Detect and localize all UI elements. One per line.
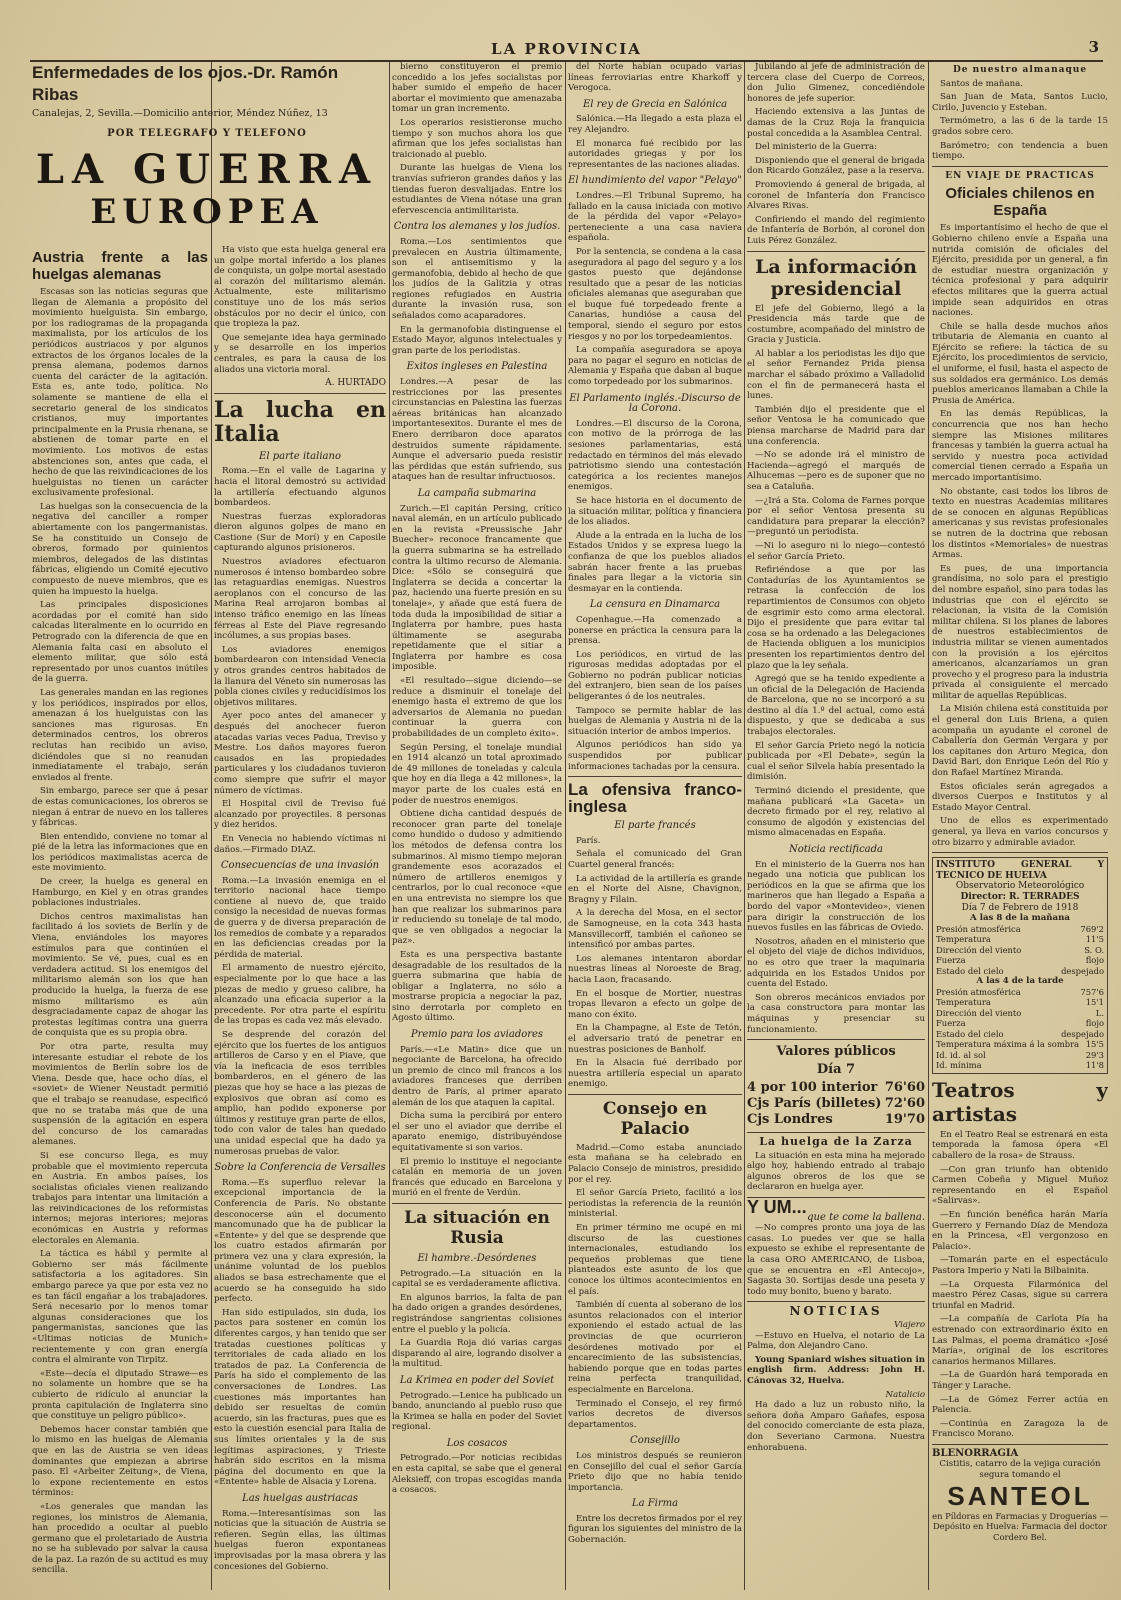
exitos-subheading: Exitos ingleses en Palestina [406, 361, 548, 373]
telegrafo-heading: POR TELEGRAFO Y TELEFONO [107, 128, 307, 139]
divider [747, 1132, 925, 1133]
paragraph: Bien entendido, conviene no tomar al pié de la letra las informaciones que en los periódicos maximalistas acerca de este movimiento. [32, 831, 208, 874]
natalicio-text: Ha dado a luz un robusto niño, la señora doña Amparo Gañafes, esposa del conocido comerciante de esta plaza, don Severiano Carmona. Nuestra enhorabuena. [747, 1400, 925, 1453]
instituto-title: INSTITUTO GENERAL Y TECNICO DE HUELVA [936, 860, 1104, 881]
paragraph: —¿Irá a Sta. Coloma de Farnes porque por el señor Ventosa presenta su candidatura para preparar la elección?—preguntó un periodista. [747, 495, 925, 538]
table-row [936, 997, 1104, 1008]
paragraph: En Venecia no habiendo víctimas ni daños.—Firmado DIAZ. [214, 833, 386, 855]
hambre-article [392, 1269, 562, 1370]
row-value: 19'70 [884, 1112, 925, 1128]
submarina-subheading: La campaña submarina [417, 487, 537, 499]
paragraph: No obstante, casi todos los libros de texto en nuestras Academias militares de se conocen en algunas Repúblicas americanas y sus revistas profesionales se nutren de la doctrina que rebosan los distintos «Memoriales» de nuestras Armas. [932, 486, 1108, 561]
instituto-subtitle: Observatorio Meteorológico [955, 881, 1085, 892]
paragraph: —La de Guardón hará temporada en Tánger y Larache. [932, 1370, 1108, 1391]
paragraph: El Hospital civil de Treviso fué alcanzado por proyectiles. 8 personas y diez heridos. [214, 799, 386, 831]
premio-subheading: Premio para los aviadores [410, 1029, 544, 1041]
firma-article [568, 1514, 742, 1546]
paragraph: Han sido estipulados, sin duda, los pactos para sostener en común los diferentes cargos, y han tenido que ser tratadas cuestiones políticas y territoriales de cada aliado en los tratados de paz. La Conferencia de París ha sido el complemento de las conversaciones de Londres. Las cuestiones más importantes han debido ser resueltas de común acuerdo, sin las fracturas, pues que es esto la cuestión esencial para Italia de sus límites orientales y la de sus legítimas aspiraciones, y Trieste habrán sido escritos en la misma página del documento en que la «Entente» hable de Alsacia y Lorena. [214, 1307, 386, 1488]
paragraph: Los aviadores enemigos bombardearon con intensidad Venecia y otros grandes centros habitados de la llanura del Véneto sin numerosas las pobla ciones civiles y reducidísimos los objetivos militares. [214, 644, 386, 708]
row-value: 15'1 [1085, 997, 1104, 1008]
divider [932, 852, 1108, 853]
paragraph: Agregó que se ha tenido expediente a un oficial de la Delegación de Hacienda de Barcelona, que no se incorporó a su destino al día 1.º del actual, como está dispuesto, y que se dedicaba a sus trabajos electorales. [747, 674, 925, 738]
paragraph: Sin embargo, parece ser que á pesar de estas comunicaciones, los obreros se niegan á entrar de nuevo en los talleres y fábricas. [32, 786, 208, 829]
newspaper-title: LA PROVINCIA [491, 40, 642, 58]
column-3 [392, 62, 562, 1590]
paragraph: Son obreros mecánicos enviados por la casa constructora para montar las máquinas y presenciar su funcionamiento. [747, 992, 925, 1035]
santeol-brand: SANTEOL [947, 1480, 1093, 1511]
paragraph: Ha visto que esta huelga general era un golpe mortal inferido a los planes de conquista, un golpe mortal asestado al corazón del militarismo alemán. Actualmente, este militarismo constituye uno de los más serios obstáculos por no decir el único, con que tropieza la paz. [214, 245, 386, 330]
paragraph: San Juan de Mata, Santos Lucio, Cirilo, Juvencio y Esteban. [932, 92, 1108, 113]
paragraph: Petrogrado.—La situación en la capital se es verdaderamente aflictiva. [392, 1268, 562, 1290]
paragraph: En las demás Repúblicas, la concurrencia que nos han hecho siempre las Misiones militares francesas y también la guerra actual ha servido y nuestra poca actividad comercial tienen cerrado a España un mercado importantísimo. [932, 409, 1108, 483]
row-label: Id. id. al sol [936, 1049, 986, 1060]
paragraph: La Misión chilena está constituida por el general don Luis Briena, a quien acompaña un ayudante el coronel de Caballería don Germán Vergara y por los capitanes don Arturo Megica, don David Bari, don Enrique León del Río y don Rafael Martínez Miranda. [932, 704, 1108, 779]
pelayo-subheading: El hundimiento del vapor "Pelayo" [568, 175, 742, 187]
column-5 [747, 62, 925, 1590]
paragraph: Promoviendo á general de brigada, al coronel de Infantería don Francisco Alvares Rivas. [747, 179, 925, 212]
row-label: Temperatura [936, 997, 991, 1008]
almanaque-heading: De nuestro almanaque [952, 65, 1088, 75]
paragraph: Esta es una perspectiva bastante desagradable de los resultados de la guerra submarina que había de obligar a Inglaterra, no sólo a mostrarse propicia a negociar la paz, sino derrotarla por completo en Agosto último. [392, 949, 562, 1024]
paragraph: París.—«Le Matin» dice que un negociante de Barcelona, ha ofrecido un premio de cinco mil francos a los aviadores franceses que derriben dentro de París, al primer aparato alemán de los que ataquen la capital. [392, 1044, 562, 1108]
article-continuation [214, 245, 386, 375]
paragraph: Copenhague.—Ha comenzado a ponerse en práctica la censura para la prensa. [568, 614, 742, 647]
paragraph: del Norte habían ocupado varias líneas ferroviarias entre Kharkoff y Verogoca. [568, 62, 742, 94]
chilenos-article [932, 223, 1108, 848]
yum-text: —No compres pronto una joya de las casas. Lo puedes ver que se halla expuesto se exhibe el representante de la casa ORO AMERICANO, de Lisboa, que se encuentra en «El Antecojo», Sagasta 30. Sortijas desde una peseta y todo muy bonito, bueno y barato. [747, 1223, 925, 1297]
paragraph: Obtiene dicha cantidad después de reconocer gran parte del tonelaje como hundido o dudoso y admitiendo los métodos de defensa contra los submarinos. Al mismo tiempo mejoran grandemente esos acorazados el número de artilleros enemigos y centrarlos, por lo cual reconoce «que en una entrevista no siempre los que han que realizar los submarinos para ir reduciendo su tonelaje de tal modo, que se ven obligados a negociar la paz». [392, 809, 562, 947]
noticias-heading: NOTICIAS [789, 1304, 883, 1319]
cosacos-subheading: Los cosacos [446, 1437, 508, 1449]
table-row [936, 1029, 1104, 1040]
versalles-subheading: Sobre la Conferencia de Versalles [214, 1162, 386, 1174]
row-value: despejado [1061, 965, 1104, 976]
parlamento-subheading: El Parlamento inglés.-Discurso de la Corona. [569, 392, 741, 415]
row-label: Dirección del viento [936, 944, 1022, 955]
valores-table [747, 1080, 925, 1128]
table-row [936, 924, 1104, 935]
divider [932, 1444, 1108, 1445]
banner-line-1: LA GUERRA [35, 146, 379, 193]
italia-subheading: El parte italiano [259, 450, 341, 462]
column-rule [211, 62, 212, 1590]
austria-heading: Austria frente a las huelgas alemanas [32, 249, 208, 283]
divider [392, 1203, 562, 1204]
paragraph: En primer término me ocupé en mi discurso de las cuestiones internacionales, estudiando los pequeños problemas que tiene planteados este asunto de los que conoce los últimos acontecimientos en el país. [568, 1223, 742, 1297]
judios-subheading: Contra los alemanes y los judíos. [393, 221, 561, 233]
paragraph: «El resultado—sigue diciendo—se reduce a disminuir el tonelaje del enemigo hasta el extremo de que los adversarios de Alemania no puedan continuar la guerra con probabilidades de un completo éxito». [392, 676, 562, 740]
row-label: Presión atmosférica [936, 923, 1021, 934]
paragraph: Nuestros aviadores efectuaron numerosos é intenso bombardeo sobre las retaguardias enemigas. Nuestros aeroplanos con el concurso de las Marina Real arrojaron bombas al intenso tráfico enemigo en las líneas férreas al Este del Piave regresando incólumes, a sus propias bases. [214, 557, 386, 642]
valores-day: Día 7 [816, 1062, 856, 1078]
paragraph: Terminado el Consejo, el rey firmó varios decretos de diversos departamentos. [568, 1398, 742, 1430]
column-rule [928, 62, 929, 1590]
austria-article [32, 287, 208, 1576]
paragraph: —No se adonde irá el ministro de Hacienda—agregó el marqués de Alhucemas —pero es de suponer que no sea a Cataluña. [747, 450, 925, 492]
divider [932, 166, 1108, 167]
paragraph: Roma.—La invasión enemiga en el territorio nacional hace tiempo contiene al nuevo de, que traido consigo la necesidad de nuevas formas de guerra y de diversa preparación de los remedios de combate y a reparados en las deficiencias creadas por la pérdida de material. [214, 875, 386, 960]
paragraph: Zurich.—El capitán Persing, crítico naval alemán, en un artículo publicado en la revista «Preussische Jahr Buecher» reconoce francamente que la guerra submarina se ha estrellado contra la ultimo recurso de Alemania. Dice: «Sólo se conseguirá que Inglaterra se decida a concertar la paz, haciendo una fuerte presión en su tonelaje», y añade que está fuera de toda duda la imposibilidad de sitiar a Inglaterra por hambre, pues hasta últimamente se aseguraba repetidamente que el sitiar a Inglaterra por hambre es cosa imposible. [392, 503, 562, 673]
morning-heading: A las 8 de la mañana [970, 913, 1070, 924]
paragraph: Los alemanes intentaron abordar nuestras líneas al Noroeste de Brag, hacia Laon, fracasando. [568, 953, 742, 985]
paragraph: Es importantísimo el hecho de que el Gobierno chileno envíe a España una nutrida comisión de oficiales del Ejército, presidida por un general, a fin de estudiar nuestra organización y técnica profesional y para adquirir efectos militares que la guerra actual impide sean adquiridos en otras naciones. [932, 223, 1108, 319]
rusia-heading: La situación en Rusia [404, 1207, 550, 1248]
paragraph: Terminó diciendo el presidente, que mañana publicará «La Gaceta» un decreto firmado por el rey, relativo al consumo de algodón y existencias del mismo almacenadas en España. [747, 786, 925, 839]
row-value: 757'6 [1080, 986, 1104, 997]
consejo-article [568, 1143, 742, 1430]
yum-ad [747, 1197, 925, 1297]
row-label: 4 por 100 interior [747, 1080, 878, 1096]
paragraph: Roma.—Interesantísimas son las noticias que la situación de Austria se refieren. Según ellas, las últimas huelgas fueron expontaneas improvisadas por la masa obrera y las concesiones del Gobierno. [214, 1508, 386, 1572]
paragraph: —En función benéfica harán María Guerrero y Fernando Díaz de Mendoza en la Princesa, «El vergonzoso en Palacio». [932, 1210, 1108, 1252]
hambre-subheading: El hambre.-Desórdenes [417, 1252, 537, 1264]
paragraph: Nosotros, añaden en el ministerio que el objeto del viaje de dichos individuos, no es otro que traer la maquinaria adquirida en los Estados Unidos por cuenta del Estado. [747, 936, 925, 990]
paragraph: Santos de mañana. [940, 78, 1023, 89]
table-row [936, 987, 1104, 998]
paragraph: De creer, la huelga es general en Hamburgo, en Kiel y en otras grandes poblaciones industriales. [32, 877, 208, 909]
viajero-subheading: Viajero [894, 1320, 925, 1330]
paragraph: Petrogrado.—Lenice ha publicado un bando, anunciando al pueblo ruso que la Krimea se halla en poder del Soviet regional. [392, 1390, 562, 1433]
paragraph: Es pues, de una importancia grandísima, no solo para el prestigio del nombre español, sino para todas las industrias que con el ejército se relacionan, la visita de la Comisión militar chilena. Si los planes de labores de nuestros establecimientos de industria militar se vienen aumentados con la provisión a los ejércitos americanos, alcanzaríamos un gran provecho y el progreso para la industria privada al consiguiente el mercado militar de aquellas Repúblicas. [932, 563, 1108, 701]
column-rule [389, 62, 390, 1590]
crimea-subheading: La Krimea en poder del Soviet [399, 1374, 555, 1386]
consejillo-article [568, 1451, 742, 1493]
instituto-date: Día 7 de Febrero de 1918 [961, 902, 1079, 913]
row-label: Presión atmosférica [936, 986, 1021, 997]
article-continuation [392, 62, 562, 216]
masthead [30, 38, 1103, 62]
premio-article [392, 1045, 562, 1199]
exitos-article [392, 377, 562, 483]
zarza-article [747, 1151, 925, 1193]
paragraph: Haciendo extensiva a las Juntas de damas de la Cruz Roja la franquicia postal concedida a la Asamblea Central. [747, 107, 925, 139]
paragraph: La Guardia Roja dió varias cargas disparando al aire, logrando disolver a la multitud. [392, 1338, 562, 1370]
banner-line-2: EUROPEA [90, 192, 324, 232]
paragraph: También dí cuenta al soberano de los asuntos relacionados con el interior exponiendo el estado actual de las provincias de que ocurrieron desórdenes motivado por el encarecimiento de las subsistencias, habiendo porque que en todas partes reina perfecta tranquilidad, especialmente en Barcelona. [568, 1300, 742, 1395]
paragraph: Termómetro, a las 6 de la tarde 15 grados sobre cero. [932, 116, 1108, 137]
paragraph: El armamento de nuestro ejército, especialmente por lo que hace a las piezas de medio y grueso calibre, ha alcanzado una eficacia superior a la precedente. Por otra parte el espíritu de las tropas es cada vez más elevado. [214, 963, 386, 1027]
paragraph: —La de Gómez Ferrer actúa en Palencia. [932, 1394, 1108, 1416]
natalicio-subheading: Natalicio [885, 1389, 925, 1400]
parlamento-article [568, 419, 742, 595]
blenorragia-text: BLENORRAGIA [932, 1447, 1019, 1459]
paragraph: Los periódicos, en virtud de las rigurosas medidas adoptadas por el Gobierno no podrán publicar noticias del extranjero, bien sean de los países beligerantes ó de los neutrales. [568, 649, 742, 703]
paragraph: Por otra parte, resulta muy interesante estudiar el rebote de los movimientos de Berlín sobre los de Viena. Desde que, hace ocho días, el «soviet» de Wiener Neustadt permitió que el trabajo se reanudase, especificó que no se trataba más que de una suspensión de la agitación en espera del concurso de los camaradas alemanes. [32, 1041, 208, 1148]
row-value: 29'3 [1085, 1049, 1104, 1060]
grecia-article [568, 114, 742, 170]
row-label: Fuerza [936, 1018, 966, 1029]
column-4 [568, 62, 742, 1590]
paragraph: Durante las huelgas de Viena los tranvías sufrieron grandes daños y las tiendas fueron desvalijadas. Entre los estudiantes de Viena nótase una gran efervescencia antimilitarista. [392, 163, 562, 216]
grecia-subheading: El rey de Grecia en Salónica [582, 98, 728, 110]
table-row [936, 1018, 1104, 1029]
firma-subheading: La Firma [631, 1498, 679, 1510]
consejo-heading: Consejo en Palacio [602, 1098, 708, 1139]
war-banner [32, 148, 382, 238]
signature: A. HURTADO [325, 378, 386, 389]
versalles-article [214, 1178, 386, 1488]
table-row [747, 1112, 925, 1128]
row-value: L. [1095, 1007, 1104, 1018]
row-label: Cjs Londres [747, 1112, 833, 1128]
almanaque-list [932, 79, 1108, 162]
row-label: Fuerza [936, 955, 966, 966]
paragraph: Londres.—El Tribunal Supremo, ha fallado en la causa iniciada con motivo de la pérdida del vapor «Pelayo» perteneciente a una casa naviera española. [568, 190, 742, 244]
table-row [936, 934, 1104, 945]
frances-subheading: El parte francés [614, 820, 696, 832]
paragraph: Las generales mandan en las regiones y los periódicos, inspirados por ellos, amenazan á los huelguistas con las sanciones mas rigurosas. En determinados centros, los obreros reclutas han recibido un aviso, diciéndoles que si no reanudan inmediatamente el trabajo, serán enviados al frente. [32, 687, 208, 783]
paragraph: En el bosque de Mortier, nuestras tropas llevaron a efecto un golpe de mano con éxito. [568, 988, 742, 1020]
paragraph: Se desprende del corazón del ejército que los fuertes de los antiguos artilleros de Carso y en el Piave, que vía la ineficacia de esos terribles bombarderos, en el género de las piezas que hoy se hace a las piezas de explosivos que obran así como es amplio, han podido exponerse por últimos y restituye gran parte de ellos, todo con valor de tales han quedado una unidad especial que ha dado ya numerosas pruebas de valor. [214, 1030, 386, 1157]
paragraph: En algunos barrios, la falta de pan ha dado origen a grandes desórdenes, registrándose sangrientas colisiones entre el pueblo y la policía. [392, 1292, 562, 1335]
teatros-heading: Teatros y artistas [932, 1077, 1108, 1126]
row-label: Id. mínima [936, 1060, 982, 1071]
column-6 [932, 62, 1108, 1590]
row-value: despejado [1061, 1028, 1104, 1039]
paragraph: A la derecha del Mosa, en el sector de Samogneuse, en la cota 343 hasta Mansvillecorff, también el cañoneo se intensificó por ambas partes. [568, 908, 742, 951]
table-row [747, 1096, 925, 1112]
paragraph: El premio lo instituye el negociante catalán en memoria de un joven francés que educado en Barcelona y murió en el frente de Verdún. [392, 1156, 562, 1199]
yum-title: Y UM... [747, 1197, 807, 1218]
consecuencias-subheading: Consecuencias de una invasión [220, 860, 380, 872]
chilenos-heading: Oficiales chilenos en España [945, 185, 1095, 220]
paragraph: bierno constituyeron el premio concedido a los jefes socialistas por haber sumido el empeño de hacer abortar el movimiento que amenazaba tomar un gran incremento. [392, 62, 562, 115]
row-value: 11'8 [1085, 1060, 1104, 1071]
table-row [747, 1080, 925, 1096]
row-value: 15'5 [1085, 1039, 1104, 1050]
paragraph: En la germanofobia distinguense el Estado Mayor, algunos intelectuales y gran parte de los periodistas. [392, 324, 562, 356]
divider [568, 776, 742, 777]
paragraph: Las principales disposiciones acordadas por el comité han sido calcadas literalmente en lo ocurrido en Petrogrado con la diferencia de que en Alemania falta casi en absoluto el elemento militar, que sólo está representado por unos cuantos inútiles de la guerra. [32, 600, 208, 685]
paragraph: París. [576, 835, 601, 846]
censura-article [568, 615, 742, 772]
article-continuation [747, 62, 925, 247]
paragraph: En la Champagne, al Este de Tetón, el adversario trató de penetrar en nuestras posiciones de Banholf. [568, 1023, 742, 1055]
table-row [936, 945, 1104, 956]
paragraph: Los ministros después se reunieron en Consejillo del cual el señor García Prieto dijo que no había tenido importancia. [568, 1450, 742, 1493]
table-row [936, 955, 1104, 966]
row-value: S. O. [1084, 944, 1104, 955]
row-label: Dirección del viento [936, 1007, 1022, 1018]
row-value: flojo [1085, 955, 1104, 966]
table-row [936, 1050, 1104, 1061]
paragraph: Según Persing, el tonelaje mundial en 1914 alcanzó un total aproximado de 49 millones de toneladas y calcula que hoy en día llega a 42 millones», la mayor parte de los cuales está en poder de nuestros enemigos. [392, 742, 562, 806]
rectificada-subheading: Noticia rectificada [788, 844, 884, 855]
row-value: 72'60 [884, 1096, 925, 1112]
paragraph: El monarca fué recibido por las autoridades griegas y por los representantes de las naciones aliadas. [568, 138, 742, 170]
paragraph: Entre los decretos firmados por el rey figuran los siguientes del ministro de la Gobernación. [568, 1513, 742, 1546]
presidencial-article [747, 304, 925, 840]
ofensiva-heading: La ofensiva franco-inglesa [568, 780, 742, 817]
italia-article [214, 466, 386, 855]
divider [214, 393, 386, 394]
column-rule [565, 62, 566, 1590]
paragraph: —Con gran triunfo han obtenido Carmen Cobeña y Miguel Muñoz representando en el Español «Salirvas». [932, 1164, 1108, 1207]
row-label: Estado del cielo [936, 965, 1004, 976]
paragraph: Chile se halla desde muchos años tributaria de Alemania en cuanto al Ejército se refiere: la táctica de su Ejército, los procedimientos de servicio, el uniforme, el fusil, hasta el aspecto de sus soldados era germánico. Los demás pueblos americanos llamaban a Chile la Prusia de América. [932, 321, 1108, 406]
pelayo-article [568, 191, 742, 388]
submarina-article [392, 504, 562, 1025]
paragraph: Por la sentencia, se condena a la casa aseguradora al pago del seguro y a los gastos puesto que dejándonse resultado que a pesar de las noticias oficiales alemanas que aseguraban que el buque fué torpedeado frente a Canarias, hundióse a causa del temporal, siendo el seguro por estos riesgos y no por los torpedeamientos. [568, 246, 742, 342]
crimea-article [392, 1391, 562, 1433]
paragraph: Las huelgas son la consecuencia de la negativa del canciller a romper abiertamente con los pangermanistas. Se ha constituido un Consejo de obreros, formado por quinientos miembros, delegados de las distintas fábricas, eligiendo un Comité ejecutivo compuesto de nueve miembros, que es quien ha impuesto la huelga. [32, 501, 208, 597]
paragraph: Dichos centros maximalistas han facilitado á los soviets de Berlín y de Viena, enviándoles los mayores estímulos para que continúen el movimiento. Se vé, pues, cual es en verdadera actitud. Si los enemigos del militarismo alemán son los que han producido la huelga, la fuerza de ese mismo militarismo es aún desgraciadamente capaz de ahogar las protestas legítimas contra una guerra de conquista que es su propia obra. [32, 911, 208, 1039]
paragraph: «Este—decía el diputado Strawe—es no solamente un hombre que se ha cubierto de ridículo al anunciar la pronta capitulación de Inglaterra sino que constituye un peligro público». [32, 1368, 208, 1422]
paragraph: En el ministerio de la Guerra nos han negado una noticia que publican los periódicos en la que se afirma que los marineros que han llegado a España a bordo del vapor «Montevideo», vienen para dirigir la construcción de los nuevos fusiles en las fábricas de Oviedo. [747, 859, 925, 934]
divider [747, 1039, 925, 1040]
row-label: Temperatura máxima á la sombra [936, 1039, 1080, 1050]
paragraph: Confiriendo el mando del regimiento de Infantería de Borbón, al coronel don Luis Pérez González. [747, 214, 925, 246]
divider [568, 1094, 742, 1095]
consejillo-subheading: Consejillo [630, 1435, 680, 1447]
censura-subheading: La censura en Dinamarca [589, 599, 721, 611]
paragraph: El jefe del Gobierno, llegó a la Presidencia más tarde que de costumbre, acompañado del ministro de Gracia y Justicia. [747, 303, 925, 346]
column-2 [214, 245, 386, 1590]
paragraph: El señor García Prieto, facilitó a los periodistas la referencia de la reunión ministerial. [568, 1188, 742, 1220]
morning-table [936, 924, 1104, 977]
presidencial-heading: La información presidencial [755, 255, 917, 300]
row-value: 769'2 [1080, 923, 1104, 934]
cistitis-text: Cistitis, catarro de la vejiga curación segura tomando el [939, 1459, 1101, 1481]
paragraph: El señor García Prieto negó la noticia publicada por «El Debate», según la cual el señor Silvela había presentado la dimisión. [747, 740, 925, 783]
row-value: 11'5 [1085, 934, 1104, 945]
paragraph: —Ni lo aseguro ni lo niego—contestó el señor García Prieto. [747, 540, 925, 562]
paragraph: Algunos periódicos han sido ya suspendidos por publicar informaciones tachadas por la censura. [568, 740, 742, 772]
paragraph: Escasas son las noticias seguras que llegan de Alemania a propósito del movimiento huelguista. Sin embargo, por los radiogramas de la propaganda maximalista, por los artículos de los periódicos austriacos y por algunos extractos de los órganos locales de la prensa alemana, podemos darnos cuenta del carácter de la agitación. Esta es, ante todo, política. No solamente se mantiene de ella el secretario general de los sindicatos cristianos, muy importantes principalmente en la Prusia rhenana, se abstienen de tomar parte en el movimiento. Los motivos de estas abstenciones son, antes que cada, el hecho de que las reivindicaciones de los huelguistas no tienen un carácter exclusivamente profesional. [32, 287, 208, 499]
paragraph: Disponiendo que el general de brigada don Ricardo González, pase a la reserva. [747, 155, 925, 177]
table-row [936, 1008, 1104, 1019]
young-ad: Young Spaniard wishes situation in english firm. Address: John H. Cánovas 32, Huelva. [747, 1354, 925, 1386]
paragraph: Dicha suma la percibirá por entero el ser uno el aviador que derribe el aparato enemigo, distribuyéndose equitativamente si son varios. [392, 1111, 562, 1153]
divider [747, 1301, 925, 1302]
paragraph: Roma.—Los sentimientos que prevalecen en Austria últimamente, son el antisemitismo y la germanofobia, debido al hecho de que los judíos de la Galitzia y otras regiones refugiados en Austria durante la invasión rusa, son señalados como acaparadores. [392, 236, 562, 322]
viajero-text: —Estuvo en Huelva, el notario de La Palma, don Alejandro Cano. [747, 1330, 925, 1352]
zarza-heading: La huelga de la Zarza [759, 1135, 913, 1149]
column-1 [32, 245, 208, 1590]
paragraph: También dijo el presidente que el señor Ventosa le ha comunicado que piensa marcharse de Madrid para dar una conferencia. [747, 404, 925, 447]
ad-address: Canalejas, 2, Sevilla.—Domicilio anterior, Méndez Núñez, 13 [32, 108, 328, 119]
austriacas-subheading: Las huelgas austriacas [242, 1492, 358, 1504]
instituto-director: Director: R. TERRADES [960, 891, 1080, 902]
page-number: 3 [1088, 38, 1099, 56]
judios-article [392, 237, 562, 357]
paragraph: Los operarios resistieronse mucho tiempo y son muchos ahora los que afirman que los jefes socialistas han traicionado al pueblo. [392, 117, 562, 160]
column-rule [744, 62, 745, 1590]
paragraph: Refiriéndose a que por las Contadurías de los Ayuntamientos se retrasa la confección de los repartimientos de Consumos con objeto de esgrimir esto como arma electoral. Dijo el presidente que para evitar tal cosa se ha ordenado a las Delegaciones de Hacienda obliguen a los municipios presenten los repartimientos dentro del plazo que la ley señala. [747, 565, 925, 671]
valores-block [747, 1044, 925, 1078]
paragraph: Nuestras fuerzas exploradoras dieron algunos golpes de mano en Castione (Sur de Morí) y en Caposile capturando algunos prisioneros. [214, 511, 386, 554]
paragraph: En el Teatro Real se estrenará en esta temporada la famosa ópera «El caballero de la rosa» de Strauss. [932, 1129, 1108, 1162]
row-value: 76'60 [884, 1080, 925, 1096]
austriacas-article [214, 1509, 386, 1573]
paragraph: Roma.—Es superfluo relevar la excepcional importancia de la Conferencia de París. No obstante desconocerse aún el documento mancomunado que ha de publicar la «Entente» y del que se desprende que los cuatro estados afirmarán por primera vez una y clara expresión, la unánime voluntad de los pueblos aliados se basa estrechamente que el acuerdo se ha conseguido ha sido perfecto. [214, 1177, 386, 1305]
paragraph: La táctica es hábil y permite al Gobierno ser más fácilmente satisfactoria a los agitadores. Sin embargo parece ya que por esta vez no es tan fácil engañar a los trabajadores. Será necesario por lo menos tomar algunas consideraciones que los pangermanistas, sanciones que las «Ultimas noticias de Munich» recientemente y con gran energía contra el almirante von Tirpitz. [32, 1249, 208, 1366]
viaje-heading: EN VIAJE DE PRACTICAS [945, 170, 1095, 181]
paragraph: Que semejante idea haya germinado y se desarrolle en los imperios centrales, es para la causa de los aliados una victoria moral. [214, 332, 386, 375]
paragraph: —Continúa en Zaragoza la de Francisco Morano. [932, 1418, 1108, 1440]
table-row [936, 966, 1104, 977]
teatros-article [932, 1130, 1108, 1440]
paragraph: Debemos hacer constar también que lo mismo en las huelgas de Alemania que en las de Austria se ven ideas dominantes que empiezan a abrirse paso. El «Arbeiter Zeitung», de Viena, lo expone recientemente en estos términos: [32, 1424, 208, 1499]
frances-article [568, 836, 742, 1090]
rectificada-article [747, 860, 925, 1036]
table-row [936, 1060, 1104, 1071]
paragraph: Salónica.—Ha llegado a esta plaza el rey Alejandro. [568, 114, 742, 135]
italia-heading: La lucha en Italia [214, 396, 386, 447]
table-row [936, 1039, 1104, 1050]
paragraph: Estos oficiales serán agregados a diversos Cuerpos e Institutos y al Estado Mayor Central. [932, 781, 1108, 813]
paragraph: Tampoco se permite hablar de las huelgas de Alemania y Austria ni de la situación interior de ambos imperios. [568, 705, 742, 737]
divider [747, 251, 925, 252]
valores-title: Valores públicos [776, 1044, 896, 1060]
row-value: flojo [1085, 1018, 1104, 1029]
paragraph: Al hablar a los periodistas les dijo que el señor Fernandez Prida piensa marchar el sábado próximo a Valladolid con el fin de permanecerá hasta el lunes. [747, 348, 925, 402]
paragraph: Alude a la entrada en la lucha de los Estados Unidos y se expresa luego la confianza de que los pueblos aliados sabrán hacer frente a las pruebas finales para llegar a la victoria sin desmayar en la contienda. [568, 530, 742, 594]
paragraph: Barómetro; con tendencia a buen tiempo. [932, 140, 1108, 162]
paragraph: Roma.—En el valle de Lagarina y hacia el litoral demostró su actividad la artillería efectuando algunos bombardeos. [214, 466, 386, 509]
yum-subtitle: que te come la ballena. [807, 1211, 925, 1223]
paragraph: —La compañía de Carlota Pía ha estrenado con extraordinario éxito en Las Palmas, el poema dramático «José María», original de los escritores canarios hermanos Millares. [932, 1314, 1108, 1367]
paragraph: La compañía aseguradora se apoya para no pagar el seguro en noticias de Alemania y España que daban al buque como torpedeado por los submarinos. [568, 345, 742, 388]
paragraph: Madrid.—Como estaba anunciado esta mañana se ha celebrado en Palacio Consejo de ministros, presidido por el rey. [568, 1142, 742, 1185]
afternoon-heading: A las 4 de la tarde [976, 976, 1064, 987]
paragraph: Uno de ellos es experimentado general, ya lleva en varios concursos y otro bizarro y admirable aviador. [932, 816, 1108, 848]
eye-doctor-ad [32, 62, 382, 119]
paragraph: Si ese concurso llega, es muy probable que el movimiento repercuta en Austria. En ambos países, los socialistas oficiales vienen realizando trabajos para intentar una limitación a las reivindicaciones de los reformistas internos; mejoras interiores; mejoras económicas en Austria y reformas electorales en Alemania. [32, 1150, 208, 1246]
paragraph: Se hace historia en el documento de la situación militar, política y financiera de los aliados. [568, 495, 742, 528]
consecuencias-article [214, 876, 386, 1157]
cosacos-article [392, 1453, 562, 1495]
paragraph: Londres.—A pesar de las restricciones por las presentes circunstancias en Palestina las fuerzas aéreas británicas han alcanzado importantesexitos. Durante el mes de Enero derribaron doce aparatos destruidos sumente rápidamente. Aunque el adversario pueda resistir las pérdidas que están sufriendo, sus ataques han de resultar infructuosos. [392, 377, 562, 483]
paragraph: Del ministerio de la Guerra: [755, 142, 877, 153]
paragraph: Petrogrado.—Por noticias recibidas en esta capital, se sabe que el general Aleksieff, con tropas escogidas manda a cosacos. [392, 1453, 562, 1496]
paragraph: —Tomarán parte en el espectáculo Pastora Imperio y Nati la Bilbainita. [932, 1255, 1108, 1276]
paragraph: —La Orquesta Filarmónica del maestro Pérez Casas, sigue su carrera triunfal en Madrid. [932, 1279, 1108, 1311]
article-continuation [568, 62, 742, 94]
row-label: Cjs París (billetes) [747, 1096, 882, 1112]
ad-headline: Enfermedades de los ojos.-Dr. Ramón Ribas [32, 63, 339, 104]
paragraph: «Los generales que mandan las regiones, los ministros de Alemania, han procedido a ocultar al pueblo germano que el proletariado de Austria no se ha sublevado por salvar la causa de la paz. La razón de su actitud es muy sencilla. [32, 1501, 208, 1576]
paragraph: Señala el comunicado del Gran Cuartel general francés: [568, 849, 742, 870]
row-label: Estado del cielo [936, 1028, 1004, 1039]
paragraph: En la Alsacia fué derribado por nuestra artillería especial un aparato enemigo. [568, 1058, 742, 1090]
paragraph: La situación en esta mina ha mejorado algo hoy, habiendo entrado al trabajo algunos obreros de los que se declararon en huelga ayer. [747, 1150, 925, 1193]
paragraph: Londres.—El discurso de la Corona, con motivo de la prórroga de las sesiones parlamentarias, está redactado en términos del más elevado patriotismo siendo una contestación categórica a los recientes manejos enemigos. [568, 418, 742, 493]
santeol-footer: en Píldoras en Farmacias y Droguerías — Depósito en Huelva: Farmacia del doctor Cordero Bel. [932, 1510, 1108, 1542]
paragraph: Jubilando al jefe de administración de tercera clase del Cuerpo de Correos, don Julio Gimenez, concediéndole honores de jefe superior. [747, 62, 925, 104]
paragraph: La actividad de la artillería es grande en el Norte del Aisne, Chavignon, Bragny y Filain. [568, 873, 742, 905]
row-label: Temperatura [936, 934, 991, 945]
observatorio-box [932, 857, 1108, 1074]
paragraph: Ayer poco antes del amanecer y después del anochecer fueron atacadas varias veces Padua, Treviso y Mestre. Los daños mayores fueron causados en las propiedades particulares y los ciudadanos tuvieron como siempre que sufrir el mayor número de víctimas. [214, 711, 386, 796]
santeol-ad [932, 1449, 1108, 1543]
afternoon-table [936, 987, 1104, 1071]
